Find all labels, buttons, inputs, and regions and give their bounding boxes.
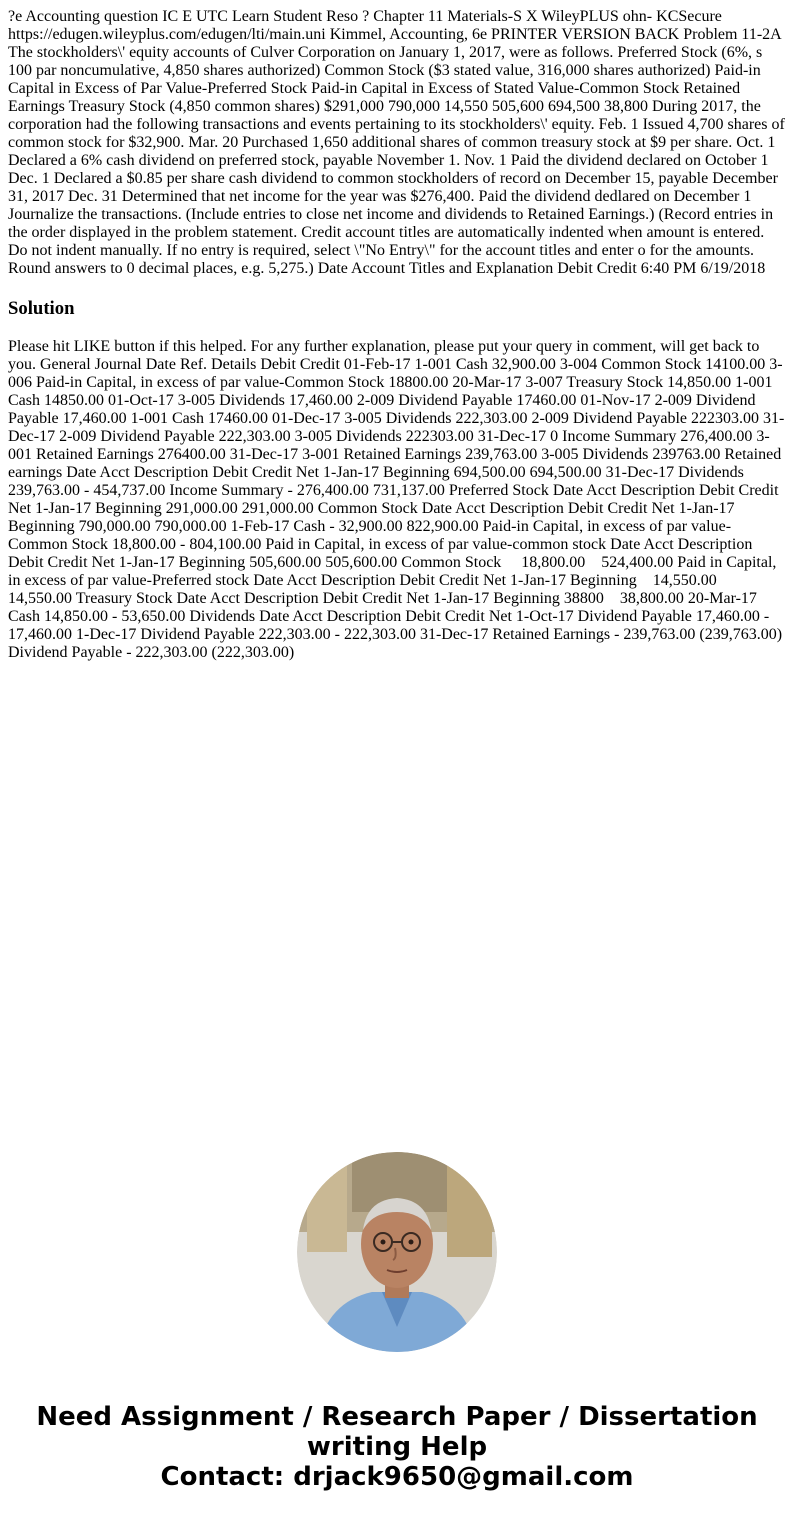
person-photo-icon — [297, 1152, 497, 1352]
promo-contact[interactable]: Contact: drjack9650@gmail.com — [160, 1462, 634, 1492]
promo-section — [0, 1152, 794, 1492]
question-text: ?e Accounting question IC E UTC Learn Student Reso ? Chapter 11 Materials-S X WileyPLUS ohn- KCSecure https://edugen.wileyplus.com/edugen/lti/main.uni Kimmel, Accounting, 6e PRINTER VERSION BACK Problem 11-2A The stockholders\' equity accounts of Culver Corporation on January 1, 2017, were as follows. Preferred Stock (6%, s 100 par noncumulative, 4,850 shares authorized) Common Stock ($3 stated value, 316,000 shares authorized) Paid-in Capital in Excess of Par Value-Preferred Stock Paid-in Capital in Excess of Stated Value-Common Stock Retained Earnings Treasury Stock (4,850 common shares) $291,000 790,000 14,550 505,600 694,500 38,800 During 2017, the corporation had the following transactions and events pertaining to its stockholders\' equity. Feb. 1 Issued 4,700 shares of common stock for $32,900. Mar. 20 Purchased 1,650 additional shares of common treasury stock at $9 per share. Oct. 1 Declared a 6% cash dividend on preferred stock, payable November 1. Nov. 1 Paid the dividend declared on October 1 Dec. 1 Declared a $0.85 per share cash dividend to common stockholders of record on December 15, payable December 31, 2017 Dec. 31 Determined that net income for the year was $276,400. Paid the dividend dedlared on December 1 Journalize the transactions. (Include entries to close net income and dividends to Retained Earnings.) (Record entries in the order displayed in the problem statement. Credit account titles are automatically indented when amount is entered. Do not indent manually. If no entry is required, select \"No Entry\" for the account titles and enter o for the amounts. Round answers to 0 decimal places, e.g. 5,275.) Date Account Titles and Explanation Debit Credit 6:40 PM 6/19/2018 — [8, 8, 785, 277]
solution-heading: Solution — [8, 298, 75, 319]
avatar — [297, 1152, 497, 1352]
document-content — [0, 0, 794, 662]
promo-line-2: writing Help — [306, 1432, 488, 1462]
solution-text: Please hit LIKE button if this helped. For any further explanation, please put your query in comment, will get back to you. General Journal Date Ref. Details Debit Credit 01-Feb-17 1-001 Cash 32,900.00 3-004 Common Stock 14100.00 3-006 Paid-in Capital, in excess of par value-Common Stock 18800.00 20-Mar-17 3-007 Treasury Stock 14,850.00 1-001 Cash 14850.00 01-Oct-17 3-005 Dividends 17,460.00 2-009 Dividend Payable 17460.00 01-Nov-17 2-009 Dividend Payable 17,460.00 1-001 Cash 17460.00 01-Dec-17 3-005 Dividends 222,303.00 2-009 Dividend Payable 222303.00 31-Dec-17 2-009 Dividend Payable 222,303.00 3-005 Dividends 222303.00 31-Dec-17 0 Income Summary 276,400.00 3-001 Retained Earnings 276400.00 31-Dec-17 3-001 Retained Earnings 239,763.00 3-005 Dividends 239763.00 Retained earnings Date Acct Description Debit Credit Net 1-Jan-17 Beginning 694,500.00 694,500.00 31-Dec-17 Dividends 239,763.00 - 454,737.00 Income Summary - 276,400.00 731,137.00 Preferred Stock Date Acct Description Debit Credit Net 1-Jan-17 Beginning 291,000.00 291,000.00 Common Stock Date Acct Description Debit Credit Net 1-Jan-17 Beginning 790,000.00 790,000.00 1-Feb-17 Cash - 32,900.00 822,900.00 Paid-in Capital, in excess of par value-Common Stock 18,800.00 - 804,100.00 Paid in Capital, in excess of par value-common stock Date Acct Description Debit Credit Net 1-Jan-17 Beginning 505,600.00 505,600.00 Common Stock 18,800.00 524,400.00 Paid in Capital, in excess of par value-Preferred stock Date Acct Description Debit Credit Net 1-Jan-17 Beginning 14,550.00 14,550.00 Treasury Stock Date Acct Description Debit Credit Net 1-Jan-17 Beginning 38800 38,800.00 20-Mar-17 Cash 14,850.00 - 53,650.00 Dividends Date Acct Description Debit Credit Net 1-Oct-17 Dividend Payable 17,460.00 - 17,460.00 1-Dec-17 Dividend Payable 222,303.00 - 222,303.00 31-Dec-17 Retained Earnings - 239,763.00 (239,763.00) Dividend Payable - 222,303.00 (222,303.00) — [8, 338, 787, 661]
promo-line-1: Need Assignment / Research Paper / Dissertation — [36, 1402, 758, 1432]
promo-text — [0, 1402, 794, 1492]
